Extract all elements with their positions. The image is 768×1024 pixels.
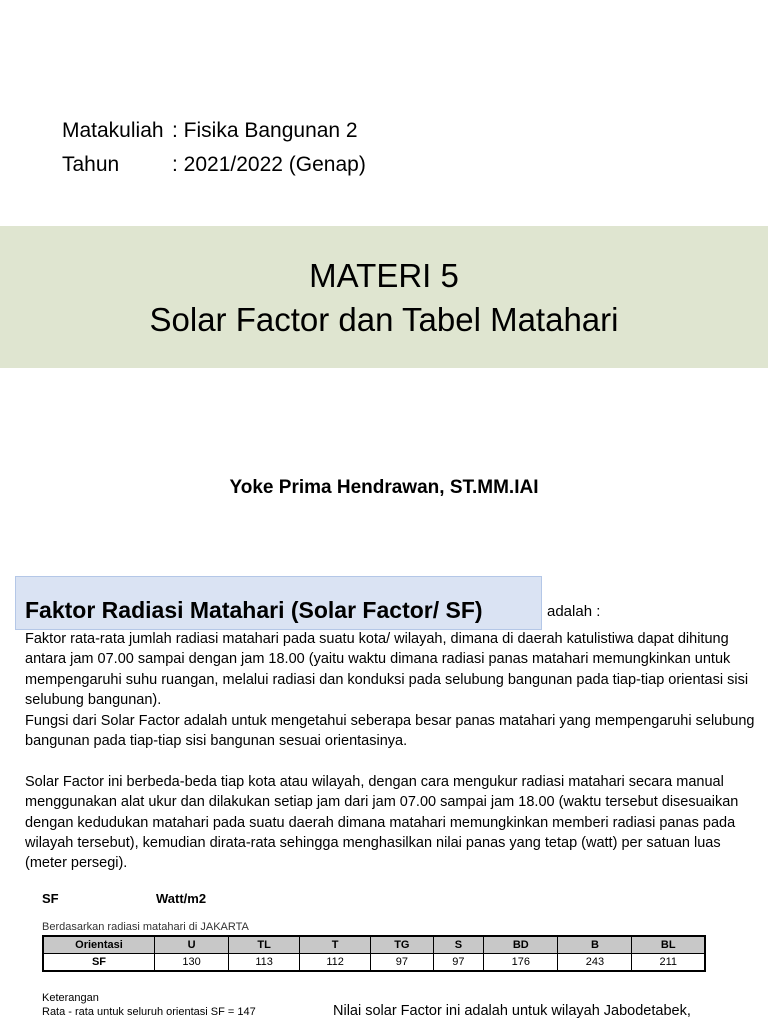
table-cell: 176 <box>484 954 558 972</box>
year-row <box>62 148 366 182</box>
author-name: Yoke Prima Hendrawan, ST.MM.IAI <box>229 477 539 498</box>
table-notes <box>42 991 256 1019</box>
table-caption: Berdasarkan radiasi matahari di JAKARTA <box>42 921 249 933</box>
table-header-cell: Orientasi <box>43 936 155 954</box>
table-title-row <box>42 891 706 906</box>
course-info <box>62 114 366 182</box>
table-cell: 97 <box>371 954 433 972</box>
solar-factor-table <box>42 935 706 972</box>
year-value: : 2021/2022 (Genap) <box>172 153 366 176</box>
table-header-cell: T <box>300 936 371 954</box>
table-header-cell: BD <box>484 936 558 954</box>
table-header-cell: TL <box>229 936 300 954</box>
table-header-cell: BL <box>632 936 705 954</box>
subject-label: Matakuliah <box>62 119 164 142</box>
paragraph-gap <box>25 751 760 771</box>
slide-title-line2: Solar Factor dan Tabel Matahari <box>149 301 619 338</box>
subject-row <box>62 114 366 148</box>
table-cell: 113 <box>229 954 300 972</box>
slide-title-line1: MATERI 5 <box>309 257 459 294</box>
paragraph-function: Fungsi dari Solar Factor adalah untuk mengetahui seberapa besar panas matahari yang mempengaruhi selubung bangunan pada tiap-tiap sisi bangunan sesuai orientasinya. <box>25 712 755 750</box>
sf-table-area <box>42 891 706 972</box>
subject-value: : Fisika Bangunan 2 <box>172 119 358 142</box>
section-body <box>25 629 760 874</box>
notes-line: Rata - rata untuk seluruh orientasi SF = 147 <box>42 1006 256 1018</box>
table-cell: 112 <box>300 954 371 972</box>
notes-label: Keterangan <box>42 992 99 1004</box>
section-heading: Faktor Radiasi Matahari (Solar Factor/ SF) <box>25 597 483 623</box>
table-cell: 130 <box>155 954 229 972</box>
table-header-cell: B <box>558 936 632 954</box>
table-cell: 211 <box>632 954 705 972</box>
paragraph-measurement: Solar Factor ini berbeda-beda tiap kota atau wilayah, dengan cara mengukur radiasi matahari secara manual menggunakan alat ukur dan dilakukan setiap jam dari jam 07.00 sampai jam 18.00 (waktu tersebut disesuaikan dengan kedudukan matahari pada suatu daerah dimana matahari memungkinkan memberi radiasi panas pada wilayah tersebut), kemudian dirata-rata sehingga menghasilkan nilai panas yang tetap (watt) per satuan luas (meter persegi). <box>25 773 739 872</box>
table-header-row <box>43 936 705 954</box>
table-cell: SF <box>43 954 155 972</box>
section-heading-suffix: adalah : <box>547 603 601 620</box>
table-header-cell: S <box>433 936 484 954</box>
bottom-note: Nilai solar Factor ini adalah untuk wilayah Jabodetabek, <box>333 1003 691 1019</box>
table-cell: 243 <box>558 954 632 972</box>
paragraph-definition: Faktor rata-rata jumlah radiasi matahari pada suatu kota/ wilayah, dimana di daerah katulistiwa dapat dihitung antara jam 07.00 sampai dengan jam 18.00 (yaitu waktu dimana radiasi panas matahari memungkinkan untuk mempengaruhi suhu ruangan, melalui radiasi dan konduksi pada selubung bangunan pada tiap-tiap orientasi sisi selubung bangunan). <box>25 631 749 709</box>
year-label: Tahun <box>62 153 120 176</box>
table-header-cell: TG <box>371 936 433 954</box>
table-unit-label: Watt/m2 <box>156 891 207 906</box>
table-row <box>43 954 705 972</box>
table-sf-label: SF <box>42 891 59 906</box>
table-cell: 97 <box>433 954 484 972</box>
title-band <box>0 226 768 368</box>
table-header-cell: U <box>155 936 229 954</box>
